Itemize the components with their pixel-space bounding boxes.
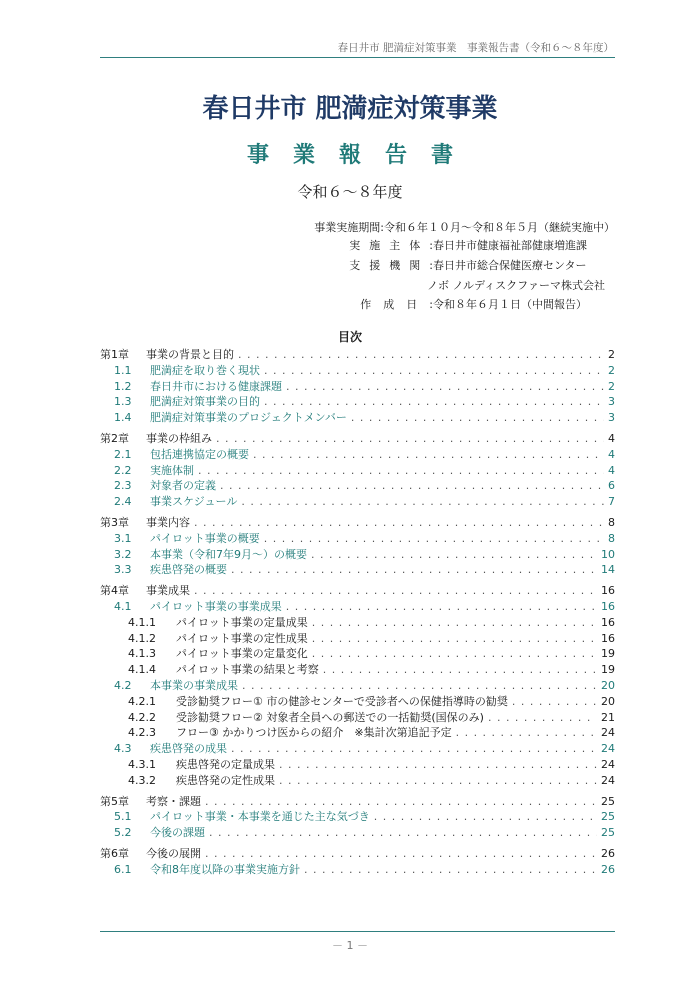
toc-section[interactable] — [100, 447, 615, 463]
toc-chapter[interactable] — [100, 431, 615, 447]
toc-leader-dots — [351, 410, 604, 426]
toc-section[interactable] — [100, 599, 615, 615]
toc-page-number: 3 — [608, 395, 615, 409]
document-subtitle: 事業報告書 — [246, 143, 477, 168]
page-number: － 1 － — [332, 939, 368, 952]
toc-section[interactable] — [100, 531, 615, 547]
meta-value: 春日井市健康福祉部健康増進課 — [433, 239, 587, 252]
meta-value: ノボ ノルディスクファーマ株式会社 — [427, 279, 605, 292]
toc-page-number: 25 — [601, 810, 615, 824]
toc-page-number: 4 — [608, 463, 615, 477]
toc-page-number: 4 — [608, 447, 615, 461]
toc-leader-dots — [304, 862, 597, 878]
toc-section[interactable] — [100, 363, 615, 379]
toc-leader-dots — [264, 531, 604, 547]
toc-page-number: 24 — [601, 742, 615, 756]
toc-entry-title: 実施体制 — [150, 463, 194, 477]
toc-entry-title: 事業スケジュール — [150, 495, 238, 509]
document-title: 春日井市 肥満症対策事業 — [202, 94, 498, 124]
toc-entry-title: 事業の枠組み — [146, 432, 212, 445]
toc-number: 5.2 — [114, 826, 132, 840]
toc-subsection[interactable] — [100, 725, 615, 741]
toc-number: 4.2.1 — [128, 694, 156, 708]
toc-number: 3.3 — [114, 563, 132, 577]
toc-leader-dots — [374, 809, 597, 825]
toc-subsection[interactable] — [100, 615, 615, 631]
meta-label: 支援機関 — [349, 259, 430, 272]
toc-page-number: 4 — [608, 432, 615, 445]
toc-leader-dots — [194, 583, 597, 599]
toc-entry-title: 疾患啓発の成果 — [150, 742, 227, 756]
toc-subsection[interactable] — [100, 646, 615, 662]
toc-entry-title: 疾患啓発の概要 — [150, 563, 227, 577]
toc-leader-dots — [279, 757, 597, 773]
toc-leader-dots — [231, 562, 597, 578]
meta-label: 作成日 — [360, 298, 430, 311]
toc-leader-dots — [312, 631, 597, 647]
toc-leader-dots — [253, 447, 604, 463]
toc-number: 第6章 — [100, 847, 129, 860]
toc-leader-dots — [194, 515, 604, 531]
toc-number: 第4章 — [100, 584, 129, 598]
toc-entry-title: フロー③ かかりつけ医からの紹介 ※集計次第追記予定 — [176, 726, 452, 740]
toc-subsection[interactable] — [100, 757, 615, 773]
toc-section[interactable] — [100, 394, 615, 410]
document-period: 令和６～８年度 — [297, 183, 403, 201]
toc-page-number: 24 — [601, 726, 615, 740]
toc-number: 4.2.2 — [128, 710, 156, 724]
toc-page-number: 3 — [608, 411, 615, 425]
toc-section[interactable] — [100, 379, 615, 395]
toc-page-number: 16 — [601, 615, 615, 629]
toc-number: 4.1.4 — [128, 663, 156, 677]
toc-number: 4.1.2 — [128, 631, 156, 645]
toc-entry-title: パイロット事業・本事業を通じた主な気づき — [150, 810, 370, 824]
toc-section[interactable] — [100, 741, 615, 757]
toc-entry-title: 包括連携協定の概要 — [150, 447, 249, 461]
toc-number: 4.1.1 — [128, 615, 156, 629]
toc-leader-dots — [312, 615, 597, 631]
toc-number: 4.2.3 — [128, 726, 156, 740]
toc-leader-dots — [231, 741, 597, 757]
toc-page-number: 19 — [601, 647, 615, 661]
toc-entry-title: 事業内容 — [146, 516, 190, 529]
toc-number: 5.1 — [114, 810, 132, 824]
toc-page-number: 26 — [601, 862, 615, 876]
toc-leader-dots — [311, 547, 597, 563]
toc-page-number: 20 — [601, 679, 615, 692]
toc-page-number: 19 — [601, 663, 615, 677]
toc-page-number: 2 — [608, 348, 615, 361]
toc-number: 第3章 — [100, 516, 129, 529]
toc-leader-dots — [216, 431, 604, 447]
header-rule — [100, 57, 615, 58]
meta-value: 令和８年６月１日（中間報告） — [433, 298, 587, 311]
toc-leader-dots — [512, 694, 597, 710]
toc-page-number: 7 — [608, 495, 615, 509]
toc-chapter[interactable] — [100, 846, 615, 862]
toc-number: 4.2 — [114, 679, 132, 692]
toc-entry-title: 受診勧奨フロー② 対象者全員への郵送での一括勧奨(国保のみ) — [176, 710, 484, 724]
toc-leader-dots — [242, 678, 597, 694]
toc-entry-title: 今後の展開 — [146, 847, 201, 860]
toc-number: 4.3.2 — [128, 773, 156, 787]
toc-entry-title: パイロット事業の概要 — [150, 531, 260, 545]
toc-page-number: 2 — [608, 379, 615, 393]
toc-leader-dots — [264, 363, 604, 379]
toc-leader-dots — [209, 825, 597, 841]
toc-leader-dots — [205, 794, 597, 810]
toc-section[interactable] — [100, 410, 615, 426]
toc-entry-title: 肥満症対策事業の目的 — [150, 395, 260, 409]
toc-page-number: 24 — [601, 773, 615, 787]
toc-page-number: 6 — [608, 479, 615, 493]
toc-section[interactable] — [100, 494, 615, 510]
toc-entry-title: 今後の課題 — [150, 826, 205, 840]
meta-row — [270, 277, 615, 295]
meta-row: 支援機関:春日井市総合保健医療センター — [270, 257, 615, 275]
toc-number: 4.1.3 — [128, 647, 156, 661]
toc-entry-title: 受診勧奨フロー① 市の健診センターで受診者への保健指導時の勧奨 — [176, 694, 508, 708]
toc-leader-dots — [264, 394, 604, 410]
toc-leader-dots — [286, 599, 597, 615]
toc-number: 6.1 — [114, 862, 132, 876]
toc-entry-title: 肥満症対策事業のプロジェクトメンバー — [150, 411, 347, 425]
toc-section[interactable] — [100, 463, 615, 479]
toc-chapter[interactable] — [100, 583, 615, 599]
toc-leader-dots — [456, 725, 597, 741]
toc-entry-title: 本事業の事業成果 — [150, 679, 238, 692]
toc-entry-title: 春日井市における健康課題 — [150, 379, 282, 393]
meta-row: 事業実施期間:令和６年１０月～令和８年５月（継続実施中） — [270, 219, 615, 237]
meta-value: 春日井市総合保健医療センター — [433, 259, 587, 272]
toc-entry-title: 事業の背景と目的 — [146, 348, 234, 361]
toc-page-number: 2 — [608, 363, 615, 377]
toc-entry-title: パイロット事業の定量変化 — [176, 647, 308, 661]
toc-number: 2.2 — [114, 463, 132, 477]
toc-section[interactable] — [100, 478, 615, 494]
footer-rule — [100, 931, 615, 932]
toc-entry-title: 事業成果 — [146, 584, 190, 598]
toc-section[interactable] — [100, 862, 615, 878]
toc-leader-dots — [205, 846, 597, 862]
toc-chapter[interactable] — [100, 794, 615, 810]
meta-label: 事業実施期間 — [314, 221, 381, 234]
toc-section[interactable] — [100, 809, 615, 825]
toc-number: 1.1 — [114, 363, 132, 377]
toc-page-number: 16 — [601, 600, 615, 613]
toc-page-number: 16 — [601, 584, 615, 598]
toc-entry-title: 疾患啓発の定性成果 — [176, 773, 275, 787]
toc-subsection[interactable] — [100, 694, 615, 710]
toc-entry-title: パイロット事業の定量成果 — [176, 615, 308, 629]
toc-number: 2.3 — [114, 479, 132, 493]
toc-page-number: 14 — [601, 563, 615, 577]
toc-leader-dots — [220, 478, 604, 494]
toc-page-number: 8 — [608, 516, 615, 529]
toc-entry-title: 考察・課題 — [146, 794, 201, 808]
toc-entry-title: 本事業（令和7年9月～）の概要 — [150, 547, 307, 561]
toc-number: 3.1 — [114, 531, 132, 545]
toc-subsection[interactable] — [100, 631, 615, 647]
toc-subsection[interactable] — [100, 773, 615, 789]
running-header: 春日井市 肥満症対策事業 事業報告書（令和６～８年度） — [337, 42, 614, 54]
toc-subsection[interactable] — [100, 662, 615, 678]
toc-page-number: 24 — [601, 758, 615, 771]
toc-chapter[interactable] — [100, 515, 615, 531]
meta-row: 作成日:令和８年６月１日（中間報告） — [270, 296, 615, 314]
toc-leader-dots — [238, 347, 604, 363]
toc-entry-title: 令和8年度以降の事業実施方針 — [150, 862, 300, 876]
toc-leader-dots — [198, 463, 604, 479]
toc-number: 第2章 — [100, 432, 129, 445]
meta-row: 実施主体:春日井市健康福祉部健康増進課 — [270, 237, 615, 255]
toc-page-number: 8 — [608, 531, 615, 545]
toc-entry-title: 疾患啓発の定量成果 — [176, 758, 275, 771]
toc-page-number: 25 — [601, 794, 615, 808]
toc-chapter[interactable] — [100, 347, 615, 363]
toc-page-number: 25 — [601, 826, 615, 840]
toc-page-number: 10 — [601, 547, 615, 561]
toc-leader-dots — [286, 379, 604, 395]
toc-number: 1.4 — [114, 411, 132, 425]
toc-page-number: 26 — [601, 847, 615, 860]
toc-number: 第5章 — [100, 794, 129, 808]
toc-section[interactable] — [100, 825, 615, 841]
toc-section[interactable] — [100, 547, 615, 563]
meta-label: 実施主体 — [349, 239, 430, 252]
toc-page-number: 21 — [601, 710, 615, 724]
toc-page-number: 16 — [601, 631, 615, 645]
toc-leader-dots — [323, 662, 597, 678]
toc-number: 1.3 — [114, 395, 132, 409]
toc-leader-dots — [488, 710, 597, 726]
toc-number: 4.1 — [114, 600, 132, 613]
toc-entry-title: 肥満症を取り巻く現状 — [150, 363, 260, 377]
toc-number: 4.3.1 — [128, 758, 156, 771]
toc-entry-title: パイロット事業の事業成果 — [150, 600, 282, 613]
toc-number: 4.3 — [114, 742, 132, 756]
toc-number: 3.2 — [114, 547, 132, 561]
toc-leader-dots — [312, 646, 597, 662]
toc-subsection[interactable] — [100, 710, 615, 726]
toc-section[interactable] — [100, 678, 615, 694]
toc-page-number: 20 — [601, 694, 615, 708]
toc-number: 第1章 — [100, 348, 129, 361]
toc-leader-dots — [241, 494, 604, 510]
toc-number: 1.2 — [114, 379, 132, 393]
toc-number: 2.4 — [114, 495, 132, 509]
toc-entry-title: パイロット事業の定性成果 — [176, 631, 308, 645]
toc-entry-title: パイロット事業の結果と考察 — [176, 663, 319, 677]
toc-section[interactable] — [100, 562, 615, 578]
toc-title: 目次 — [337, 330, 362, 344]
toc-leader-dots — [279, 773, 597, 789]
toc-entry-title: 対象者の定義 — [150, 479, 216, 493]
toc-number: 2.1 — [114, 447, 132, 461]
meta-value: 令和６年１０月～令和８年５月（継続実施中） — [384, 221, 615, 234]
